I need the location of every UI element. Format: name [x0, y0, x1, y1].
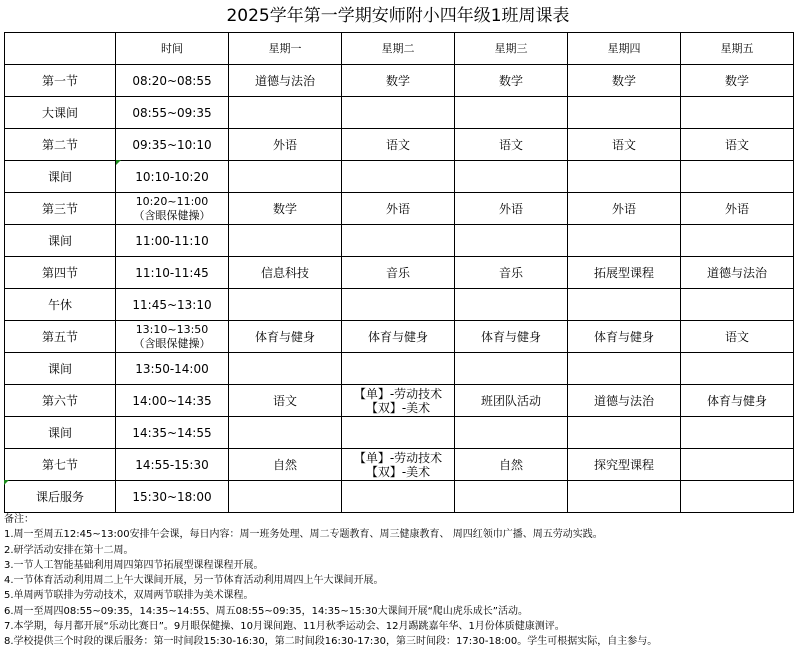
- subject-cell: [568, 385, 681, 417]
- subject-label: 语文: [611, 137, 636, 152]
- subject-cell: [681, 481, 794, 513]
- time-range: 13:10~13:50: [135, 322, 209, 336]
- header-day-cell: 星期一: [229, 33, 342, 65]
- subject-label: 外语: [611, 201, 636, 216]
- subject-cell: [455, 225, 568, 257]
- sheet-title: 2025学年第一学期安师附小四年级1班周课表: [226, 6, 570, 26]
- subject-cell: [681, 65, 794, 97]
- subject-cell: [568, 257, 681, 289]
- subject-cell: [229, 129, 342, 161]
- time-range: 14:00~14:35: [132, 393, 212, 408]
- time-range: 08:55~09:35: [132, 105, 212, 120]
- timetable-body: [5, 65, 794, 513]
- subject-cell: [455, 65, 568, 97]
- subject-cell: [455, 289, 568, 321]
- time-cell: [116, 449, 229, 481]
- time-cell: [116, 385, 229, 417]
- time-range: 10:10-10:20: [135, 169, 209, 184]
- header-day-cell: 星期五: [681, 33, 794, 65]
- header-row: [5, 33, 794, 65]
- subject-label: 音乐: [385, 265, 410, 280]
- subject-cell: [342, 225, 455, 257]
- period-cell: 第七节: [5, 449, 116, 481]
- header-day-cell: 星期三: [455, 33, 568, 65]
- subject-label: 数学: [385, 73, 410, 88]
- subject-cell: [568, 481, 681, 513]
- subject-cell: [229, 321, 342, 353]
- time-cell: [116, 225, 229, 257]
- period-cell: 第六节: [5, 385, 116, 417]
- time-range: 11:10-11:45: [135, 265, 209, 280]
- subject-label: 外语: [272, 137, 297, 152]
- note-line: 6.周一至周四08:55~09:35，14:35~14:55、周五08:55~09:35，14:35~15:30大课间开展“爬山虎乐成长”活动。: [4, 605, 528, 617]
- table-row: [5, 449, 794, 481]
- subject-cell: [681, 449, 794, 481]
- subject-label: 拓展型课程: [593, 265, 654, 280]
- subject-cell: [342, 385, 455, 417]
- subject-cell: [681, 129, 794, 161]
- subject-cell: [681, 97, 794, 129]
- subject-label: 数学: [498, 73, 523, 88]
- subject-cell: [342, 257, 455, 289]
- time-range: 15:30~18:00: [132, 489, 212, 504]
- table-row: [5, 481, 794, 513]
- table-row: [5, 65, 794, 97]
- subject-cell: [342, 481, 455, 513]
- time-note: （含眼保健操）: [133, 336, 211, 350]
- period-cell: 课间: [5, 417, 116, 449]
- subject-cell: [229, 385, 342, 417]
- period-cell: 课后服务: [5, 481, 116, 513]
- cell-comment-marker: [116, 160, 121, 165]
- note-line: 8.学校提供三个时段的课后服务：第一时间段15:30-16:30，第二时间段16:30-17:30，第三时间段：17:30-18:00。学生可根据实际，自主参与。: [4, 636, 658, 648]
- note-line: 1.周一至周五12:45~13:00安排午会课，每日内容：周一班务处理、周二专题教育、周三健康教育、 周四红领巾广播、周五劳动实践。: [4, 529, 603, 541]
- subject-label: 数学: [272, 201, 297, 216]
- subject-label: 自然: [498, 457, 523, 472]
- note-line: 3.一节人工智能基础利用周四第四节拓展型课程课程开展。: [4, 559, 264, 571]
- time-cell: [116, 321, 229, 353]
- subject-cell: [229, 289, 342, 321]
- subject-label: 体育与健身: [706, 393, 767, 408]
- subject-label: 语文: [498, 137, 523, 152]
- subject-cell: [455, 481, 568, 513]
- subject-cell: [681, 353, 794, 385]
- subject-cell: [342, 65, 455, 97]
- subject-cell: [455, 193, 568, 225]
- subject-cell: [229, 225, 342, 257]
- subject-cell: [681, 417, 794, 449]
- subject-cell: [455, 161, 568, 193]
- header-corner-cell: [5, 33, 116, 65]
- table-row: [5, 225, 794, 257]
- subject-label: 语文: [272, 393, 297, 408]
- subject-cell: [681, 193, 794, 225]
- time-cell: [116, 257, 229, 289]
- notes-section: [4, 512, 792, 650]
- subject-label: 外语: [724, 201, 749, 216]
- subject-cell: [568, 161, 681, 193]
- time-cell: [116, 65, 229, 97]
- time-cell: [116, 289, 229, 321]
- table-row: [5, 257, 794, 289]
- subject-cell: [342, 97, 455, 129]
- subject-cell: [342, 161, 455, 193]
- time-cell: [116, 97, 229, 129]
- time-cell: [116, 481, 229, 513]
- subject-cell: [229, 193, 342, 225]
- subject-cell: [455, 385, 568, 417]
- subject-cell: [455, 353, 568, 385]
- time-range: 14:55-15:30: [135, 457, 209, 472]
- note-line: 4.一节体育活动利用周二上午大课间开展，另一节体育活动利用周四上午大课间开展。: [4, 575, 384, 587]
- header-time-cell: 时间: [116, 33, 229, 65]
- period-cell: 大课间: [5, 97, 116, 129]
- period-cell: 第一节: [5, 65, 116, 97]
- subject-cell: [229, 449, 342, 481]
- subject-label: 道德与法治: [593, 393, 654, 408]
- subject-cell: [229, 97, 342, 129]
- subject-cell: [568, 193, 681, 225]
- period-cell: 课间: [5, 353, 116, 385]
- subject-cell: [342, 417, 455, 449]
- period-cell: 午休: [5, 289, 116, 321]
- notes-heading: 备注：: [4, 514, 34, 525]
- subject-cell: [455, 97, 568, 129]
- subject-cell: [455, 417, 568, 449]
- period-cell: 第四节: [5, 257, 116, 289]
- subject-cell: [455, 449, 568, 481]
- subject-cell: [681, 257, 794, 289]
- table-row: [5, 385, 794, 417]
- table-row: [5, 321, 794, 353]
- table-row: [5, 289, 794, 321]
- subject-label: 道德与法治: [254, 73, 315, 88]
- subject-label: 外语: [385, 201, 410, 216]
- subject-label: 【单】-劳动技术: [353, 386, 443, 401]
- time-cell: [116, 417, 229, 449]
- table-row: [5, 97, 794, 129]
- header-day-cell: 星期二: [342, 33, 455, 65]
- subject-label: 道德与法治: [706, 265, 767, 280]
- period-cell: 第五节: [5, 321, 116, 353]
- subject-label: 探究型课程: [593, 457, 654, 472]
- subject-cell: [568, 449, 681, 481]
- period-cell: 课间: [5, 161, 116, 193]
- note-line: 7.本学期，每月都开展“乐动比赛日”。9月眼保健操、10月课间跑、11月秋季运动会、12月踢跳嘉年华、1月份体质健康测评。: [4, 621, 565, 633]
- subject-label: 语文: [724, 329, 749, 344]
- subject-cell: [681, 289, 794, 321]
- table-row: [5, 193, 794, 225]
- subject-label: 体育与健身: [367, 329, 428, 344]
- subject-cell: [568, 353, 681, 385]
- subject-cell: [455, 129, 568, 161]
- time-cell: [116, 193, 229, 225]
- subject-cell: [342, 321, 455, 353]
- subject-cell: [342, 449, 455, 481]
- subject-cell: [342, 129, 455, 161]
- subject-cell: [455, 321, 568, 353]
- time-range: 13:50-14:00: [135, 361, 209, 376]
- subject-cell: [342, 353, 455, 385]
- subject-cell: [681, 321, 794, 353]
- subject-cell: [568, 129, 681, 161]
- subject-cell: [568, 97, 681, 129]
- subject-label: 语文: [724, 137, 749, 152]
- subject-label: 语文: [385, 137, 410, 152]
- subject-cell: [342, 289, 455, 321]
- time-note: （含眼保健操）: [133, 208, 211, 222]
- note-line: 5.单周两节联排为劳动技术，双周两节联排为美术课程。: [4, 590, 254, 602]
- subject-cell: [568, 65, 681, 97]
- subject-cell: [568, 225, 681, 257]
- subject-cell: [229, 65, 342, 97]
- subject-cell: [681, 385, 794, 417]
- time-range: 14:35~14:55: [132, 425, 212, 440]
- time-range: 10:20~11:00: [135, 194, 209, 208]
- subject-cell: [229, 481, 342, 513]
- subject-cell: [455, 257, 568, 289]
- subject-label: 音乐: [498, 265, 523, 280]
- time-range: 11:45~13:10: [132, 297, 212, 312]
- subject-cell: [568, 289, 681, 321]
- time-range: 08:20~08:55: [132, 73, 212, 88]
- time-range: 09:35~10:10: [132, 137, 212, 152]
- subject-label: 体育与健身: [254, 329, 315, 344]
- subject-cell: [229, 257, 342, 289]
- header-day-cell: 星期四: [568, 33, 681, 65]
- subject-label: 信息科技: [260, 265, 309, 280]
- table-row: [5, 129, 794, 161]
- time-range: 11:00-11:10: [135, 233, 209, 248]
- subject-cell: [568, 321, 681, 353]
- subject-label: 数学: [724, 73, 749, 88]
- time-cell: [116, 129, 229, 161]
- subject-label: 【双】-美术: [365, 464, 431, 479]
- subject-label: 【单】-劳动技术: [353, 450, 443, 465]
- period-cell: 第二节: [5, 129, 116, 161]
- table-row: [5, 417, 794, 449]
- table-row: [5, 161, 794, 193]
- time-cell: [116, 353, 229, 385]
- table-row: [5, 353, 794, 385]
- subject-cell: [681, 161, 794, 193]
- subject-cell: [568, 417, 681, 449]
- period-cell: 课间: [5, 225, 116, 257]
- cell-comment-marker: [4, 480, 9, 485]
- subject-cell: [229, 161, 342, 193]
- period-cell: 第三节: [5, 193, 116, 225]
- subject-label: 体育与健身: [593, 329, 654, 344]
- subject-cell: [229, 417, 342, 449]
- subject-label: 数学: [611, 73, 636, 88]
- subject-cell: [342, 193, 455, 225]
- subject-label: 外语: [498, 201, 523, 216]
- subject-cell: [229, 353, 342, 385]
- subject-label: 班团队活动: [480, 393, 541, 408]
- subject-label: 【双】-美术: [365, 400, 431, 415]
- subject-label: 自然: [272, 457, 297, 472]
- subject-label: 体育与健身: [480, 329, 541, 344]
- timetable-grid: [4, 32, 794, 513]
- note-line: 2.研学活动安排在第十二周。: [4, 544, 134, 556]
- time-cell: [116, 161, 229, 193]
- subject-cell: [681, 225, 794, 257]
